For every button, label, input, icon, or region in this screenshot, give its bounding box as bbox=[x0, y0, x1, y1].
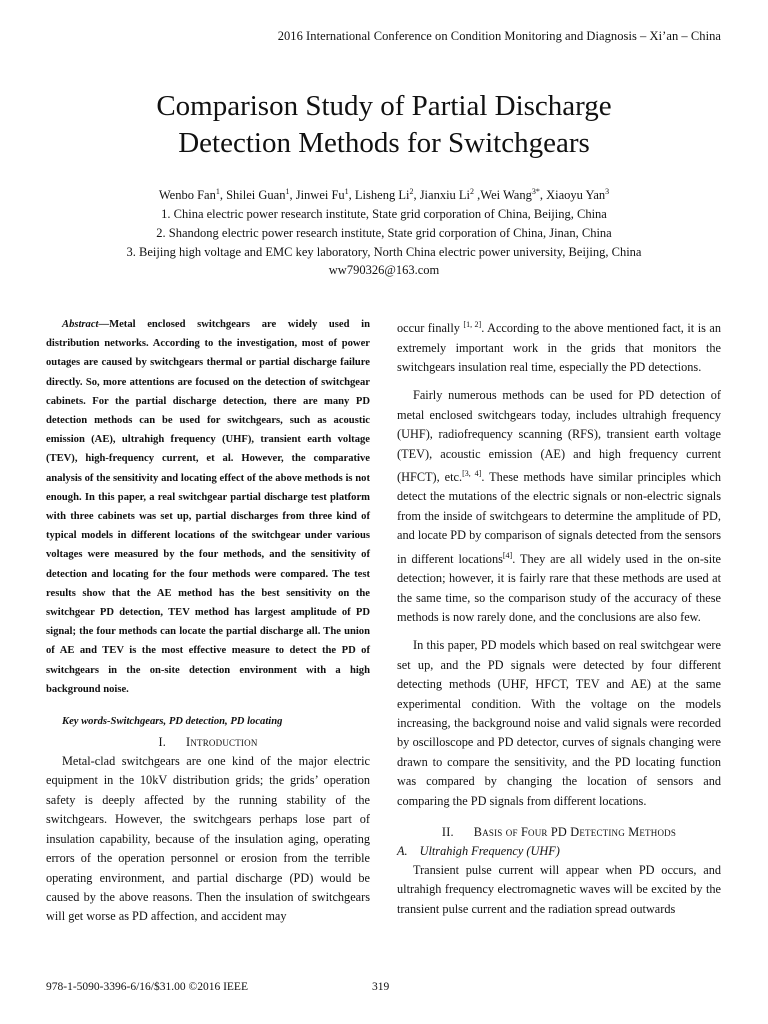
text-span: occur finally bbox=[397, 321, 464, 336]
citation: [3, 4] bbox=[462, 468, 482, 478]
author-affiliation-mark: 1 bbox=[215, 186, 220, 196]
author-name: Wei Wang bbox=[480, 188, 532, 202]
author-name: Shilei Guan bbox=[226, 188, 286, 202]
affiliation-2: 2. Shandong electric power research institute, State grid corporation of China, Jinan, China bbox=[156, 226, 612, 240]
abstract bbox=[46, 315, 370, 699]
abstract-text: Metal enclosed switchgears are widely used in distribution networks. According to the investigation, most of power outages are caused by switchgears thermal or partial discharge failure directly. So, more attentions are focused on the detection of switchgear cabinets. For the partial discharge detection, there are many PD detection methods can be used for switchgears, such as acoustic emission (AE), ultrahigh frequency (UHF), transient earth voltage (TEV), high-frequency current, et al. However, the comparative analysis of the sensitivity and locating effect of the above methods is not enough. In this paper, a real switchgear partial discharge test platform with three cabinets was set up, partial discharges from three kind of typical models in different locations of the switchgear under various voltages were measured by the four methods, and the sensitivity of detection and locating for the four methods were compared. The test results show that the AE method has the best sensitivity on the switchgear PD detection, TEV method has largest amplitude of PD signal; the four methods can locate the partial discharge all. The union of AE and TEV is the most effective measure to detect the PD of switchgears in the on-site detection environment with a high background noise. bbox=[46, 319, 370, 695]
author-list: Wenbo Fan$^1$, Shilei Guan$^1$, Jinwei Fu$^1$, Lisheng Li$^2$, Jianxiu Li$^2$ ,Wei Wang$^{3*}$, Xiaoyu Yan$^3$ bbox=[158, 186, 610, 202]
footer-isbn: 978-1-5090-3396-6/16/$31.00 ©2016 IEEE bbox=[46, 981, 248, 993]
section-title-rest: asis of Four PD Detecting Methods bbox=[482, 825, 677, 840]
title-line-2: Detection Methods for Switchgears bbox=[178, 127, 590, 159]
body-paragraph-methods bbox=[397, 386, 721, 627]
body-paragraph-this-paper: In this paper, PD models which based on real switchgear were set up, and the PD signals were detected by four different detecting methods (UHF, HFCT, TEV and AE) at the same experimental condition. With the voltage on the models increasing, the background noise and valid signals were recorded by oscilloscope and PD detector, curves of signals changing were drawn to compare the sensitivity, and the PD locating function was compared by changing the location of sensors and comparing the PD signals from different locations. bbox=[397, 638, 721, 808]
text-span: . According to the above mentioned fact, it is an extremely important work in the grids that monitors the switchgears insulation real time, especially the PD detections. bbox=[397, 321, 722, 374]
author-affiliation-mark: 1 bbox=[285, 186, 290, 196]
affiliation-1: 1. China electric power research institute, State grid corporation of China, Beijing, China bbox=[161, 207, 607, 221]
conference-header: 2016 International Conference on Condition Monitoring and Diagnosis – Xi’an – China bbox=[277, 29, 721, 43]
body-paragraph-continued bbox=[397, 315, 721, 377]
author-affiliation-mark: 1 bbox=[344, 186, 349, 196]
abstract-dash: — bbox=[98, 319, 110, 330]
right-column bbox=[397, 315, 721, 919]
author-name: Xiaoyu Yan bbox=[546, 188, 606, 202]
subsection-heading-uhf bbox=[397, 842, 721, 861]
author-name: Jianxiu Li bbox=[419, 188, 471, 202]
page-number: 319 bbox=[372, 981, 390, 993]
text-span: . They are all widely used in the on-site detection; however, it is fairly rare that these methods are used at the same time, so the comparison study of the accuracy of these methods is now rarely done, and the conclusions are also few. bbox=[397, 551, 721, 624]
text-span: . These methods have similar principles which detect the mutations of the electric signals or non-electric signals from the inside of switchgears to determine the amplitude of PD, and locate PD by comparison of signals detected from the sensors in different locations bbox=[397, 470, 721, 566]
author-name: Jinwei Fu bbox=[295, 188, 345, 202]
paper-title bbox=[0, 88, 768, 162]
section-heading-introduction bbox=[46, 733, 370, 752]
text-span: Fairly numerous methods can be used for PD detection of metal enclosed switchgears today, includes ultrahigh frequency (UHF), radiofrequency scanning (RFS), transient earth voltage (TEV), acoustic emission (AE) and high frequency current (HFCT), etc. bbox=[397, 388, 721, 485]
body-paragraph-uhf: Transient pulse current will appear when PD occurs, and ultrahigh frequency electromagnetic waves will be excited by the transient pulse current and the radiation spread outwards bbox=[397, 863, 721, 916]
citation: [1, 2] bbox=[463, 320, 482, 329]
introduction-paragraph: Metal-clad switchgears are one kind of the major electric equipment in the 10kV distribution grids; the grids’ operation safety is deeply affected by the running stability of the switchgears. However, the switchgears perhaps lose part of insulation capability, because of the insulation aging, operating errors of the operation personnel or erosion from the terrible operating environment, and partial discharge (PD) would be caused by the above reasons. Then the insulation of switchgears will get worse as PD affection, and accident may bbox=[46, 754, 370, 924]
section-number: II. bbox=[441, 825, 454, 840]
title-line-1: Comparison Study of Partial Discharge bbox=[156, 90, 612, 122]
abstract-label: Abstract bbox=[62, 319, 99, 330]
left-column bbox=[46, 315, 370, 927]
subsection-title: Ultrahigh Frequency (UHF) bbox=[419, 844, 560, 859]
affiliation-3: 3. Beijing high voltage and EMC key laboratory, North China electric power university, Beijing, China bbox=[126, 245, 642, 259]
section-heading-basis bbox=[397, 823, 721, 842]
section-title-initial: B bbox=[473, 825, 483, 840]
section-title-initial: I bbox=[186, 735, 191, 750]
author-affiliation-mark: 2 bbox=[470, 186, 475, 196]
subsection-number: A. bbox=[397, 844, 408, 859]
keywords: Key words-Switchgears, PD detection, PD locating bbox=[62, 716, 283, 728]
author-affiliation-mark: 3 bbox=[605, 186, 610, 196]
author-affiliation-mark: 3* bbox=[531, 186, 540, 196]
section-number: I. bbox=[158, 735, 167, 750]
corresponding-email[interactable]: ww790326@163.com bbox=[328, 263, 440, 277]
author-affiliation-mark: 2 bbox=[409, 186, 414, 196]
section-title-rest: ntroduction bbox=[190, 735, 258, 750]
author-name: Wenbo Fan bbox=[158, 188, 216, 202]
citation: [4] bbox=[502, 550, 513, 560]
author-name: Lisheng Li bbox=[354, 188, 410, 202]
